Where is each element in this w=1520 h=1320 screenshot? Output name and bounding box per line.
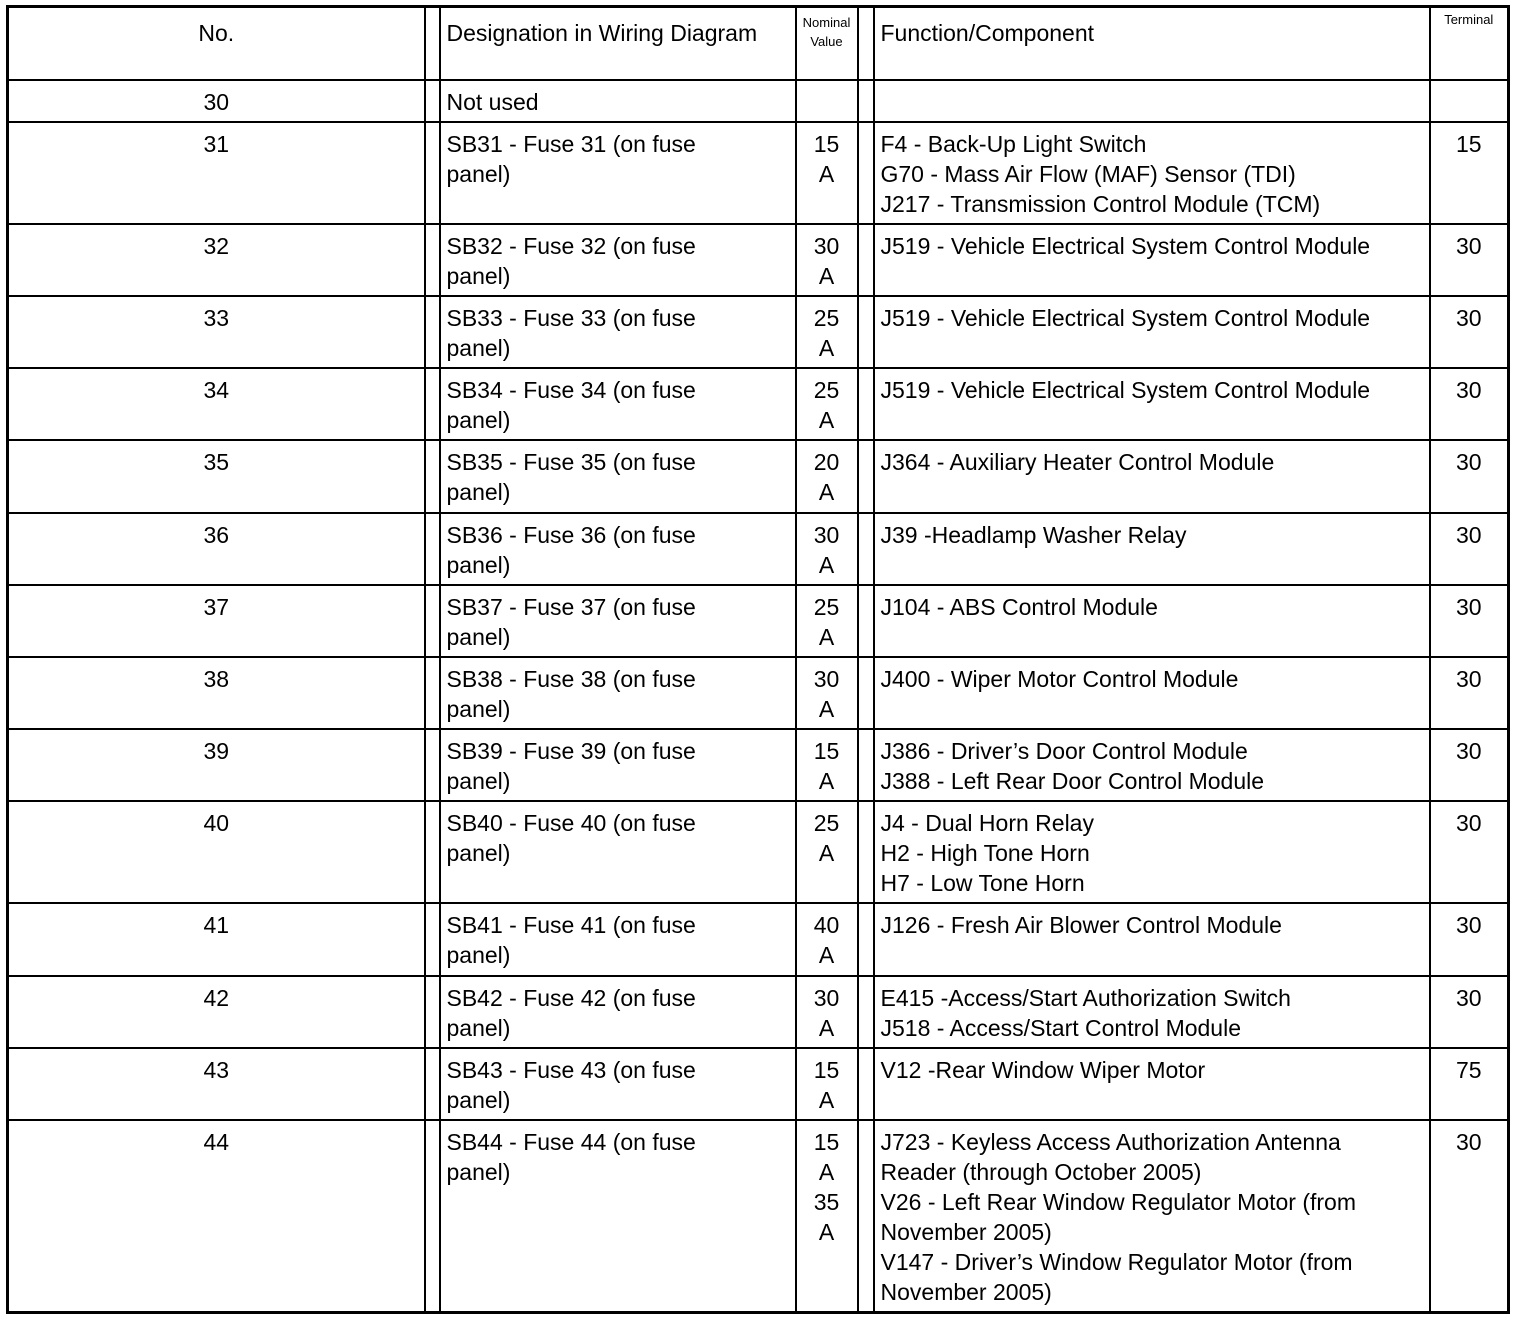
designation-line: panel) <box>446 840 511 867</box>
fuse-number-cell: 42 <box>8 976 425 1048</box>
nominal-value-line: A <box>818 623 835 650</box>
terminal-cell: 30 <box>1430 224 1509 296</box>
nominal-value-cell <box>796 440 858 512</box>
function-line: J104 - ABS Control Module <box>880 593 1158 620</box>
table-row <box>8 296 1509 368</box>
function-cell <box>874 368 1430 440</box>
designation-line: SB43 - Fuse 43 (on fuse <box>446 1056 696 1083</box>
table-row <box>8 976 1509 1048</box>
nominal-value-line: 30 <box>813 665 840 692</box>
fuse-table <box>6 5 1510 1314</box>
spacer-cell <box>425 657 440 729</box>
nominal-value-line: 15 <box>813 1056 840 1083</box>
spacer-cell <box>858 801 874 903</box>
designation-line: SB38 - Fuse 38 (on fuse <box>446 665 696 692</box>
designation-line: panel) <box>446 1014 511 1041</box>
table-row <box>8 122 1509 224</box>
spacer-cell <box>858 296 874 368</box>
table-row <box>8 368 1509 440</box>
terminal-cell: 30 <box>1430 585 1509 657</box>
function-line: H2 - High Tone Horn <box>880 840 1090 867</box>
function-line: J126 - Fresh Air Blower Control Module <box>880 912 1282 939</box>
function-cell <box>874 296 1430 368</box>
function-line: J519 - Vehicle Electrical System Control Module <box>880 232 1371 259</box>
designation-line: SB34 - Fuse 34 (on fuse <box>446 377 696 404</box>
spacer-cell <box>425 1048 440 1120</box>
nominal-value-line: 15 <box>813 130 840 157</box>
spacer-cell <box>425 80 440 122</box>
table-row <box>8 1120 1509 1313</box>
nominal-value-cell <box>796 368 858 440</box>
nominal-value-line: 25 <box>813 593 840 620</box>
terminal-cell: 30 <box>1430 729 1509 801</box>
function-line: J386 - Driver’s Door Control Module <box>880 738 1248 765</box>
nominal-value-line: A <box>818 262 835 289</box>
header-nominal-value <box>796 7 858 80</box>
spacer-cell <box>858 903 874 975</box>
spacer-cell <box>858 657 874 729</box>
spacer-cell <box>858 122 874 224</box>
function-line: J364 - Auxiliary Heater Control Module <box>880 449 1275 476</box>
table-row <box>8 903 1509 975</box>
header-function: Function/Component <box>874 7 1430 80</box>
nominal-value-cell <box>796 801 858 903</box>
function-line: V147 - Driver’s Window Regulator Motor (from <box>880 1248 1353 1275</box>
nominal-value-line: A <box>818 1014 835 1041</box>
designation-line: panel) <box>446 623 511 650</box>
fuse-number-cell: 44 <box>8 1120 425 1313</box>
terminal-cell <box>1430 80 1509 122</box>
designation-line: panel) <box>446 551 511 578</box>
terminal-cell: 30 <box>1430 368 1509 440</box>
fuse-number-cell: 30 <box>8 80 425 122</box>
function-cell <box>874 585 1430 657</box>
spacer-cell <box>858 976 874 1048</box>
function-line: J518 - Access/Start Control Module <box>880 1014 1241 1041</box>
header-gap-1 <box>425 7 440 80</box>
nominal-value-cell <box>796 1048 858 1120</box>
designation-line: panel) <box>446 160 511 187</box>
function-line: J400 - Wiper Motor Control Module <box>880 665 1239 692</box>
table-row <box>8 1048 1509 1120</box>
designation-line: SB40 - Fuse 40 (on fuse <box>446 810 696 837</box>
spacer-cell <box>425 585 440 657</box>
designation-cell <box>440 976 796 1048</box>
nominal-value-line: 25 <box>813 810 840 837</box>
designation-cell <box>440 440 796 512</box>
spacer-cell <box>858 729 874 801</box>
designation-line: SB37 - Fuse 37 (on fuse <box>446 593 696 620</box>
designation-line: SB42 - Fuse 42 (on fuse <box>446 984 696 1011</box>
function-cell <box>874 903 1430 975</box>
function-cell <box>874 729 1430 801</box>
spacer-cell <box>425 729 440 801</box>
fuse-number-cell: 38 <box>8 657 425 729</box>
function-line: J4 - Dual Horn Relay <box>880 810 1094 837</box>
nominal-value-line: 15 <box>813 738 840 765</box>
nominal-value-line: 30 <box>813 521 840 548</box>
spacer-cell <box>858 224 874 296</box>
table-row <box>8 801 1509 903</box>
table-row <box>8 657 1509 729</box>
designation-line: panel) <box>446 262 511 289</box>
function-line: November 2005) <box>880 1218 1052 1245</box>
nominal-value-line: A <box>818 840 835 867</box>
designation-line: panel) <box>446 1086 511 1113</box>
function-line: V26 - Left Rear Window Regulator Motor (from <box>880 1188 1357 1215</box>
spacer-cell <box>858 1048 874 1120</box>
terminal-cell: 30 <box>1430 513 1509 585</box>
designation-line: panel) <box>446 1158 511 1185</box>
designation-line: panel) <box>446 942 511 969</box>
header-terminal: Terminal <box>1430 7 1509 80</box>
function-line: November 2005) <box>880 1278 1052 1305</box>
designation-line: SB35 - Fuse 35 (on fuse <box>446 449 696 476</box>
table-row <box>8 80 1509 122</box>
fuse-number-cell: 37 <box>8 585 425 657</box>
spacer-cell <box>425 440 440 512</box>
fuse-number-cell: 41 <box>8 903 425 975</box>
nominal-value-line: 40 <box>813 912 840 939</box>
terminal-cell: 15 <box>1430 122 1509 224</box>
function-cell <box>874 224 1430 296</box>
nominal-value-line: 25 <box>813 377 840 404</box>
table-row <box>8 440 1509 512</box>
function-cell <box>874 801 1430 903</box>
designation-cell <box>440 657 796 729</box>
function-line: F4 - Back-Up Light Switch <box>880 130 1147 157</box>
designation-line: SB41 - Fuse 41 (on fuse <box>446 912 696 939</box>
spacer-cell <box>425 513 440 585</box>
spacer-cell <box>425 368 440 440</box>
designation-cell <box>440 296 796 368</box>
table-row <box>8 729 1509 801</box>
designation-line: SB33 - Fuse 33 (on fuse <box>446 305 696 331</box>
nominal-value-cell <box>796 657 858 729</box>
fuse-number-cell: 43 <box>8 1048 425 1120</box>
header-nominal-value-line1: Nominal <box>802 15 851 30</box>
nominal-value-cell <box>796 513 858 585</box>
designation-line: panel) <box>446 695 511 722</box>
fuse-number-cell: 40 <box>8 801 425 903</box>
function-line: J388 - Left Rear Door Control Module <box>880 768 1265 795</box>
designation-cell <box>440 368 796 440</box>
spacer-cell <box>858 513 874 585</box>
nominal-value-cell <box>796 224 858 296</box>
nominal-value-line: 35 <box>813 1188 840 1215</box>
nominal-value-line: A <box>818 335 835 361</box>
terminal-cell: 30 <box>1430 903 1509 975</box>
function-cell <box>874 440 1430 512</box>
designation-cell <box>440 513 796 585</box>
fuse-number-cell: 35 <box>8 440 425 512</box>
spacer-cell <box>425 1120 440 1313</box>
spacer-cell <box>425 122 440 224</box>
designation-cell <box>440 1120 796 1313</box>
nominal-value-cell <box>796 585 858 657</box>
nominal-value-line: A <box>818 407 835 434</box>
header-designation: Designation in Wiring Diagram <box>440 7 796 80</box>
designation-line: SB39 - Fuse 39 (on fuse <box>446 738 696 765</box>
terminal-cell: 75 <box>1430 1048 1509 1120</box>
spacer-cell <box>858 368 874 440</box>
nominal-value-line: 25 <box>813 305 840 331</box>
table-row <box>8 513 1509 585</box>
nominal-value-line: 15 <box>813 1128 840 1155</box>
nominal-value-line: 30 <box>813 232 840 259</box>
designation-line: SB31 - Fuse 31 (on fuse <box>446 130 696 157</box>
function-line: E415 -Access/Start Authorization Switch <box>880 984 1291 1011</box>
fuse-number-cell: 36 <box>8 513 425 585</box>
nominal-value-line: A <box>818 1218 835 1245</box>
function-line: J519 - Vehicle Electrical System Control Module <box>880 305 1371 331</box>
spacer-cell <box>425 224 440 296</box>
function-line: G70 - Mass Air Flow (MAF) Sensor (TDI) <box>880 160 1296 187</box>
fuse-number-cell: 34 <box>8 368 425 440</box>
designation-line: panel) <box>446 768 511 795</box>
function-cell <box>874 657 1430 729</box>
table-body <box>8 80 1509 1313</box>
designation-cell <box>440 903 796 975</box>
terminal-cell: 30 <box>1430 1120 1509 1313</box>
function-cell <box>874 1048 1430 1120</box>
designation-cell <box>440 122 796 224</box>
fuse-number-cell: 33 <box>8 296 425 368</box>
terminal-cell: 30 <box>1430 440 1509 512</box>
nominal-value-line: 30 <box>813 984 840 1011</box>
designation-line: SB36 - Fuse 36 (on fuse <box>446 521 696 548</box>
nominal-value-cell <box>796 296 858 368</box>
designation-cell <box>440 1048 796 1120</box>
designation-line: Not used <box>446 88 539 115</box>
header-row <box>8 7 1509 80</box>
function-line: J519 - Vehicle Electrical System Control Module <box>880 377 1371 404</box>
fuse-number-cell: 39 <box>8 729 425 801</box>
nominal-value-cell <box>796 122 858 224</box>
function-cell <box>874 976 1430 1048</box>
nominal-value-line: A <box>818 1086 835 1113</box>
nominal-value-line: A <box>818 942 835 969</box>
spacer-cell <box>425 903 440 975</box>
table-row <box>8 224 1509 296</box>
fuse-number-cell: 32 <box>8 224 425 296</box>
function-cell <box>874 1120 1430 1313</box>
header-nominal-value-line2: Value <box>810 34 843 49</box>
nominal-value-line: A <box>818 551 835 578</box>
nominal-value-cell <box>796 729 858 801</box>
header-no: No. <box>8 7 425 80</box>
fuse-number-cell: 31 <box>8 122 425 224</box>
function-cell <box>874 513 1430 585</box>
terminal-cell: 30 <box>1430 657 1509 729</box>
spacer-cell <box>858 440 874 512</box>
terminal-cell: 30 <box>1430 296 1509 368</box>
designation-cell <box>440 80 796 122</box>
spacer-cell <box>858 80 874 122</box>
function-line: H7 - Low Tone Horn <box>880 870 1085 897</box>
terminal-cell: 30 <box>1430 976 1509 1048</box>
nominal-value-cell <box>796 1120 858 1313</box>
designation-cell <box>440 224 796 296</box>
nominal-value-cell <box>796 976 858 1048</box>
designation-line: SB44 - Fuse 44 (on fuse <box>446 1128 696 1155</box>
nominal-value-line: A <box>818 768 835 795</box>
spacer-cell <box>858 585 874 657</box>
spacer-cell <box>425 296 440 368</box>
spacer-cell <box>425 976 440 1048</box>
designation-cell <box>440 729 796 801</box>
function-line: J723 - Keyless Access Authorization Antenna <box>880 1128 1341 1155</box>
function-cell <box>874 122 1430 224</box>
spacer-cell <box>425 801 440 903</box>
designation-cell <box>440 801 796 903</box>
function-line: V12 -Rear Window Wiper Motor <box>880 1056 1206 1083</box>
table-row <box>8 585 1509 657</box>
nominal-value-line: 20 <box>813 449 840 476</box>
designation-line: SB32 - Fuse 32 (on fuse <box>446 232 696 259</box>
nominal-value-line: A <box>818 1158 835 1185</box>
function-cell <box>874 80 1430 122</box>
function-line: J39 -Headlamp Washer Relay <box>880 521 1187 548</box>
designation-line: panel) <box>446 407 511 434</box>
designation-line: panel) <box>446 479 511 506</box>
nominal-value-line: A <box>818 695 835 722</box>
function-line: Reader (through October 2005) <box>880 1158 1202 1185</box>
designation-cell <box>440 585 796 657</box>
function-line: J217 - Transmission Control Module (TCM) <box>880 190 1321 217</box>
designation-line: panel) <box>446 335 511 361</box>
terminal-cell: 30 <box>1430 801 1509 903</box>
nominal-value-line: A <box>818 479 835 506</box>
nominal-value-cell <box>796 903 858 975</box>
nominal-value-line: A <box>818 160 835 187</box>
spacer-cell <box>858 1120 874 1313</box>
header-gap-2 <box>858 7 874 80</box>
nominal-value-cell <box>796 80 858 122</box>
